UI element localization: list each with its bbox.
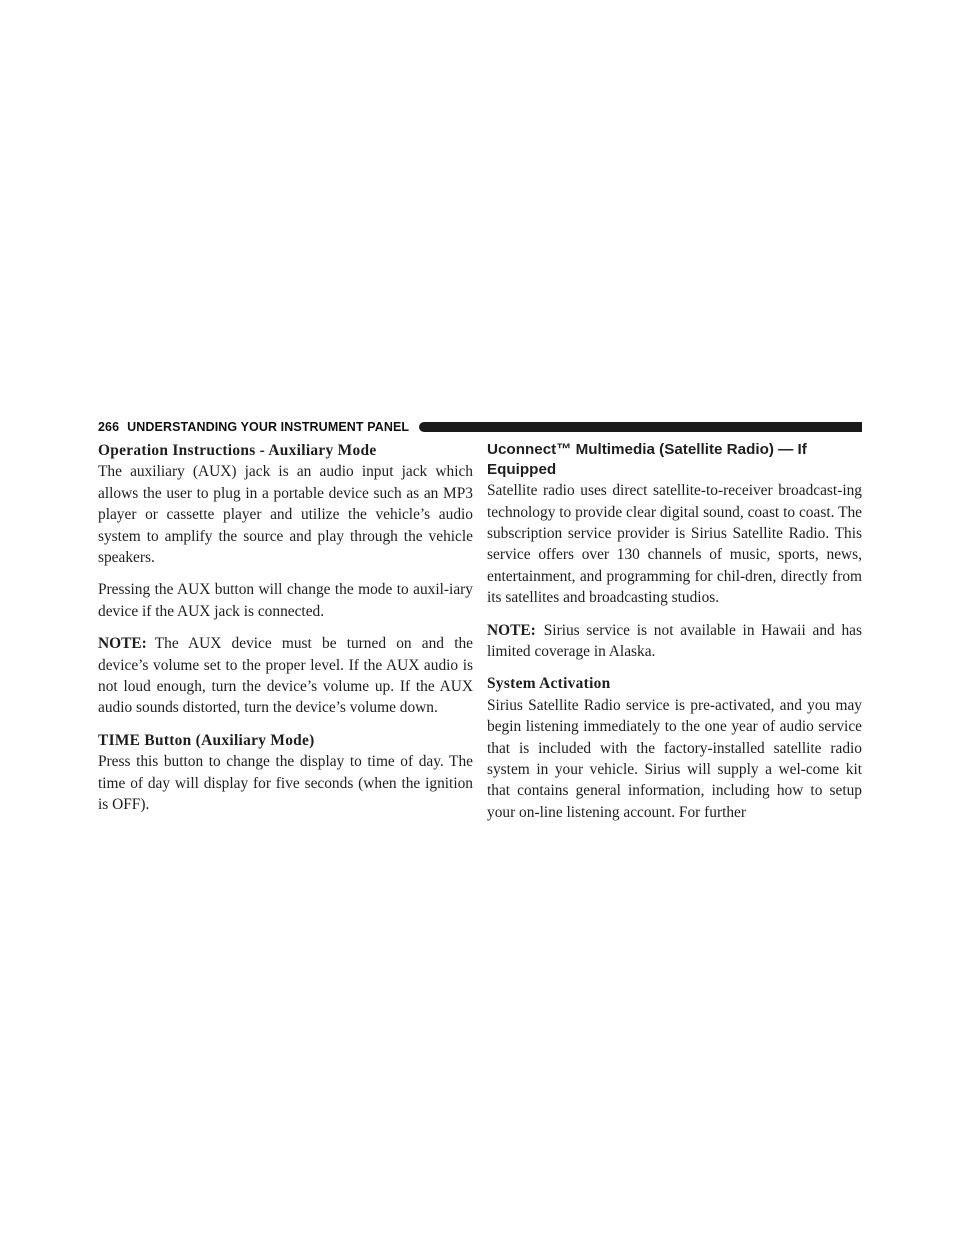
header-rule — [419, 422, 862, 432]
note-label: NOTE: — [487, 621, 536, 639]
paragraph-time-button: Press this button to change the display to time of day. The time of day will display for five seconds (when the ignition is OFF). — [98, 753, 473, 814]
heading-time-button: TIME Button (Auxiliary Mode) — [98, 731, 315, 749]
page-header — [98, 419, 862, 435]
heading-aux-mode: Operation Instructions - Auxiliary Mode — [98, 442, 377, 459]
note-sirius-coverage — [487, 620, 862, 663]
paragraph-aux-jack: The auxiliary (AUX) jack is an audio input jack which allows the user to plug in a portable device such as an MP3 player or cassette player and utilize the vehicle’s audio system to amplify the source and play through the vehicle speakers. — [98, 463, 473, 567]
note-label: NOTE: — [98, 635, 147, 653]
right-column — [487, 440, 862, 834]
note-aux-device — [98, 633, 473, 719]
section-title: UNDERSTANDING YOUR INSTRUMENT PANEL — [127, 420, 410, 434]
heading-uconnect: Uconnect™ Multimedia (Satellite Radio) — If Equipped — [487, 441, 807, 478]
note-text: The AUX device must be turned on and the device’s volume set to the proper level. If the AUX audio is not loud enough, turn the device’s volume up. If the AUX audio sounds distorted, turn the device’s volume down. — [98, 635, 473, 717]
note-text: Sirius service is not available in Hawaii and has limited coverage in Alaska. — [487, 621, 862, 661]
page-number: 266 — [98, 420, 120, 434]
paragraph-aux-button: Pressing the AUX button will change the mode to auxil-iary device if the AUX jack is connected. — [98, 581, 473, 620]
paragraph-system-activation: Sirius Satellite Radio service is pre-activated, and you may begin listening immediately to the one year of audio service that is included with the factory-installed satellite radio system in your vehicle. Sirius will supply a wel-come kit that contains general information, including how to setup your on-line listening account. For further — [487, 696, 862, 821]
paragraph-satellite-radio: Satellite radio uses direct satellite-to-receiver broadcast-ing technology to provide clear digital sound, coast to coast. The subscription service provider is Sirius Satellite Radio. This service offers over 130 channels of music, sports, news, entertainment, and programming for chil-dren, directly from its satellites and broadcasting studios. — [487, 482, 862, 607]
heading-system-activation: System Activation — [487, 675, 611, 693]
left-column — [98, 440, 473, 827]
